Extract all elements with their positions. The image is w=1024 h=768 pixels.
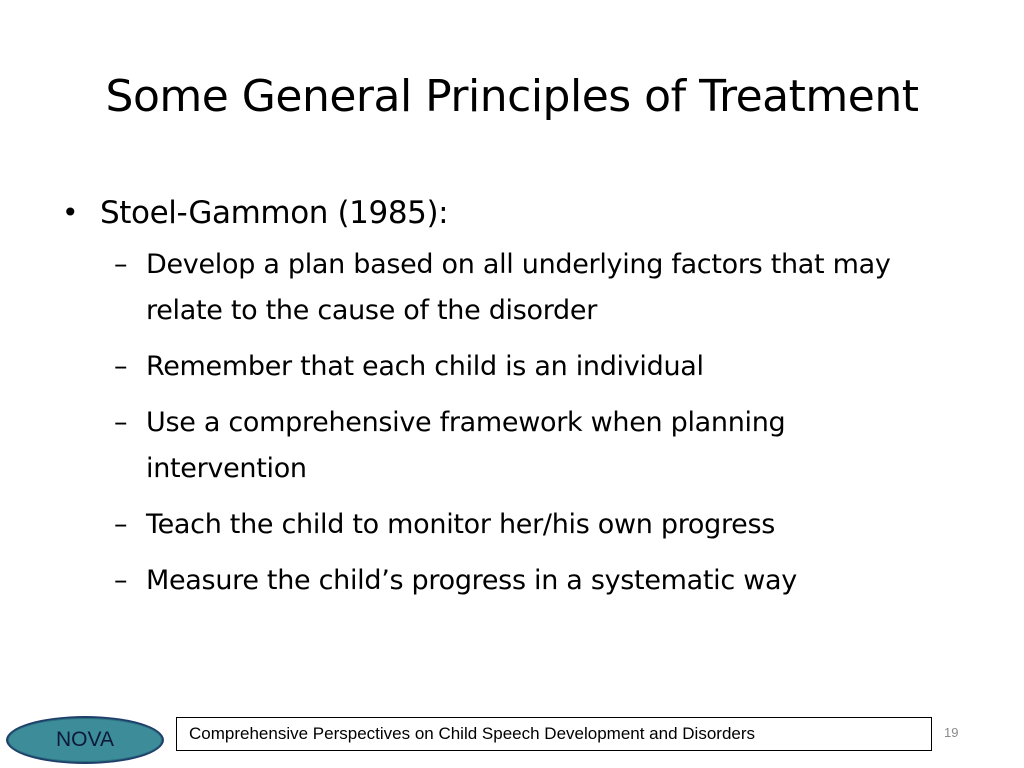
dash-marker: – bbox=[114, 249, 128, 280]
sub-bullet-list bbox=[62, 242, 962, 604]
sub-bullet-item bbox=[114, 400, 916, 492]
sub-bullet-item bbox=[114, 242, 916, 334]
bullet-item bbox=[62, 188, 962, 238]
sub-bullet-item bbox=[114, 502, 916, 548]
dash-marker: – bbox=[114, 565, 128, 596]
nova-label: NOVA bbox=[56, 728, 114, 751]
course-title-box bbox=[176, 717, 932, 751]
bullet-marker: • bbox=[62, 196, 79, 229]
nova-logo-badge bbox=[6, 716, 164, 764]
sub-bullet-item bbox=[114, 344, 916, 390]
slide-content bbox=[62, 188, 962, 614]
sub-bullet-text: Use a comprehensive framework when planning intervention bbox=[146, 407, 786, 484]
sub-bullet-item bbox=[114, 558, 916, 604]
sub-bullet-text: Remember that each child is an individual bbox=[146, 351, 704, 382]
sub-bullet-text: Measure the child’s progress in a systematic way bbox=[146, 565, 797, 596]
dash-marker: – bbox=[114, 351, 128, 382]
bullet-text: Stoel-Gammon (1985): bbox=[100, 195, 449, 231]
course-title: Comprehensive Perspectives on Child Speech Development and Disorders bbox=[189, 724, 756, 743]
slide-number: 19 bbox=[944, 725, 959, 740]
sub-bullet-text: Develop a plan based on all underlying factors that may relate to the cause of the disorder bbox=[146, 249, 891, 326]
slide-title: Some General Principles of Treatment bbox=[105, 71, 919, 122]
dash-marker: – bbox=[114, 509, 128, 540]
sub-bullet-text: Teach the child to monitor her/his own progress bbox=[146, 509, 776, 540]
dash-marker: – bbox=[114, 407, 128, 438]
